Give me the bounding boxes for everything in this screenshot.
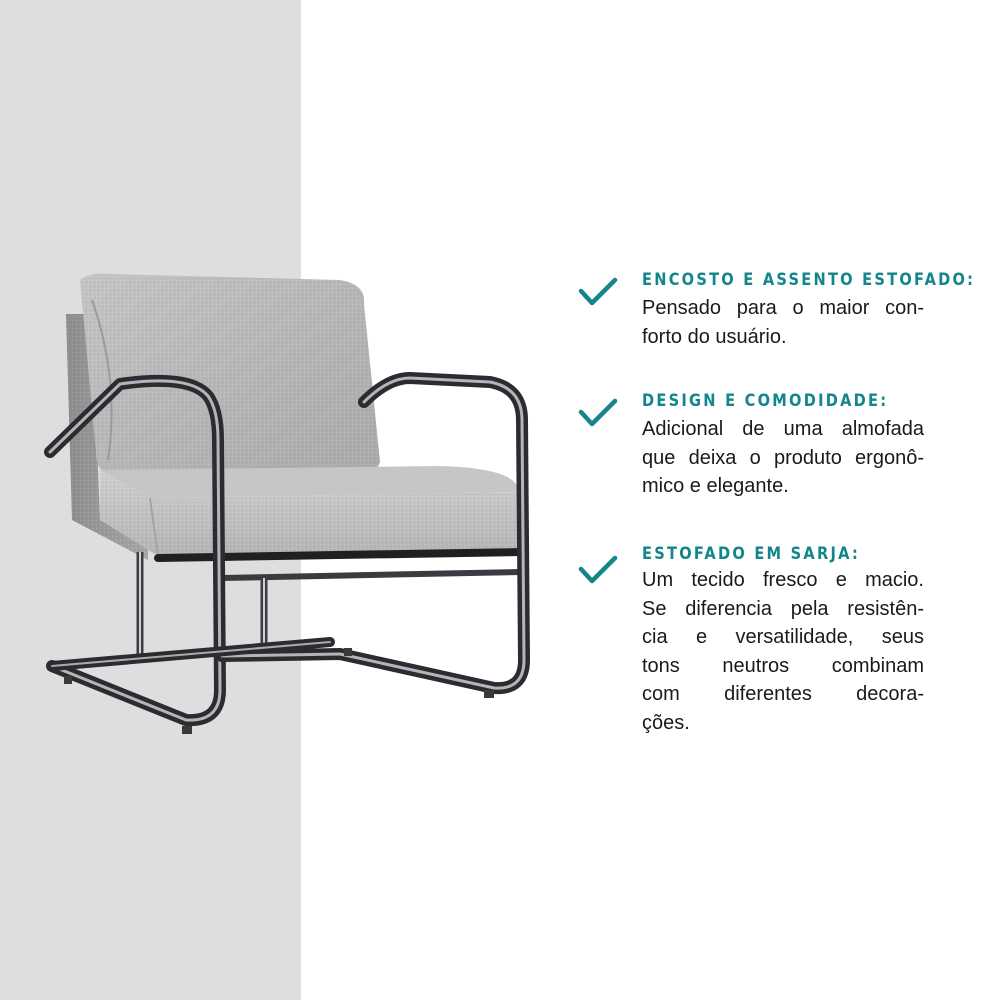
feature-title: ENCOSTO E ASSENTO ESTOFADO: — [642, 270, 976, 290]
feature-description — [642, 566, 924, 737]
feature-line: Se diferencia pela resistên- — [642, 597, 924, 620]
feature-line: Adicional de uma almofada — [642, 418, 924, 440]
feature-line: Pensado para o maior con- — [642, 297, 924, 319]
feature-line: mico e elegante. — [642, 475, 789, 497]
feature-line: cia e versatilidade, seus — [642, 626, 924, 648]
feature-line: Um tecido fresco e macio. — [642, 569, 924, 591]
feature-line: tons neutros combinam — [642, 654, 924, 677]
armchair-product-image — [0, 0, 560, 760]
feature-description — [642, 294, 924, 351]
checkmark-icon — [578, 550, 618, 590]
feature-line: com diferentes decora- — [642, 683, 924, 705]
feature-title: ESTOFADO EM SARJA: — [642, 544, 861, 564]
feature-description — [642, 415, 924, 501]
checkmark-icon — [578, 272, 618, 312]
feature-line: ções. — [642, 711, 690, 734]
feature-title: DESIGN E COMODIDADE: — [642, 391, 889, 411]
feature-line: forto do usuário. — [642, 325, 787, 348]
feature-line: que deixa o produto ergonô- — [642, 446, 924, 469]
checkmark-icon — [578, 393, 618, 433]
